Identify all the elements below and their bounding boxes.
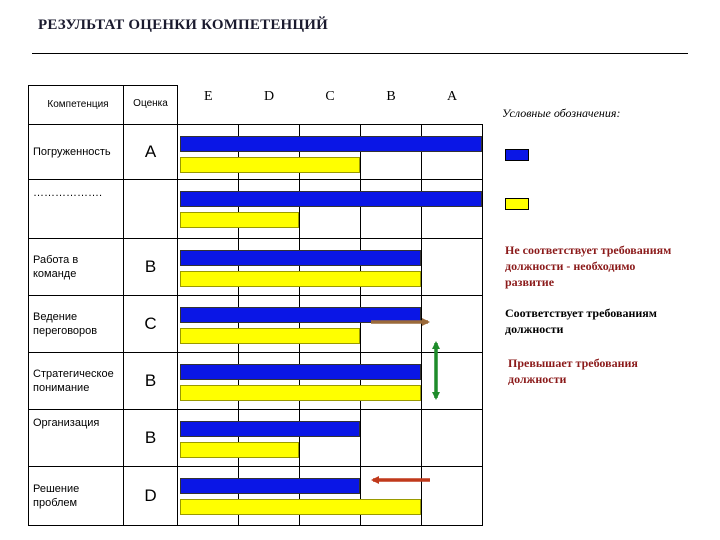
competency-score: D	[124, 467, 178, 526]
legend-title: Условные обозначения:	[502, 106, 621, 120]
legend-swatch-yellow	[505, 198, 529, 210]
competency-name: Ведение переговоров	[29, 296, 124, 353]
competency-name: Стратегическое понимание	[29, 353, 124, 410]
grade-header-d: D	[263, 88, 275, 104]
competency-score: C	[124, 296, 178, 353]
grade-header-c: C	[325, 88, 335, 104]
competency-name: Погруженность	[29, 125, 124, 180]
competency-name: Организация	[29, 410, 124, 467]
legend-swatch-blue	[505, 149, 529, 161]
grade-header-a: A	[446, 88, 458, 104]
legend-exceeding: Превышает требования должности	[508, 356, 638, 386]
competency-name: Решение проблем	[29, 467, 124, 526]
competency-score: B	[124, 239, 178, 296]
page-title: РЕЗУЛЬТАТ ОЦЕНКИ КОМПЕТЕНЦИЙ	[38, 17, 328, 33]
grade-header-b: B	[386, 88, 396, 104]
header-competency: Компетенция	[29, 86, 124, 125]
legend-meeting: Соответствует требованиям должности	[505, 306, 657, 336]
header-score: Оценка	[124, 86, 178, 125]
competency-name: Работа в команде	[29, 239, 124, 296]
competency-score: B	[124, 353, 178, 410]
competency-score: A	[124, 125, 178, 180]
grade-header-e: E	[203, 88, 213, 104]
competency-name: ……………….	[29, 180, 124, 239]
legend-not-meeting: Не соответствует требованиям должности - необходимо развитие	[505, 243, 672, 289]
competency-score: B	[124, 410, 178, 467]
